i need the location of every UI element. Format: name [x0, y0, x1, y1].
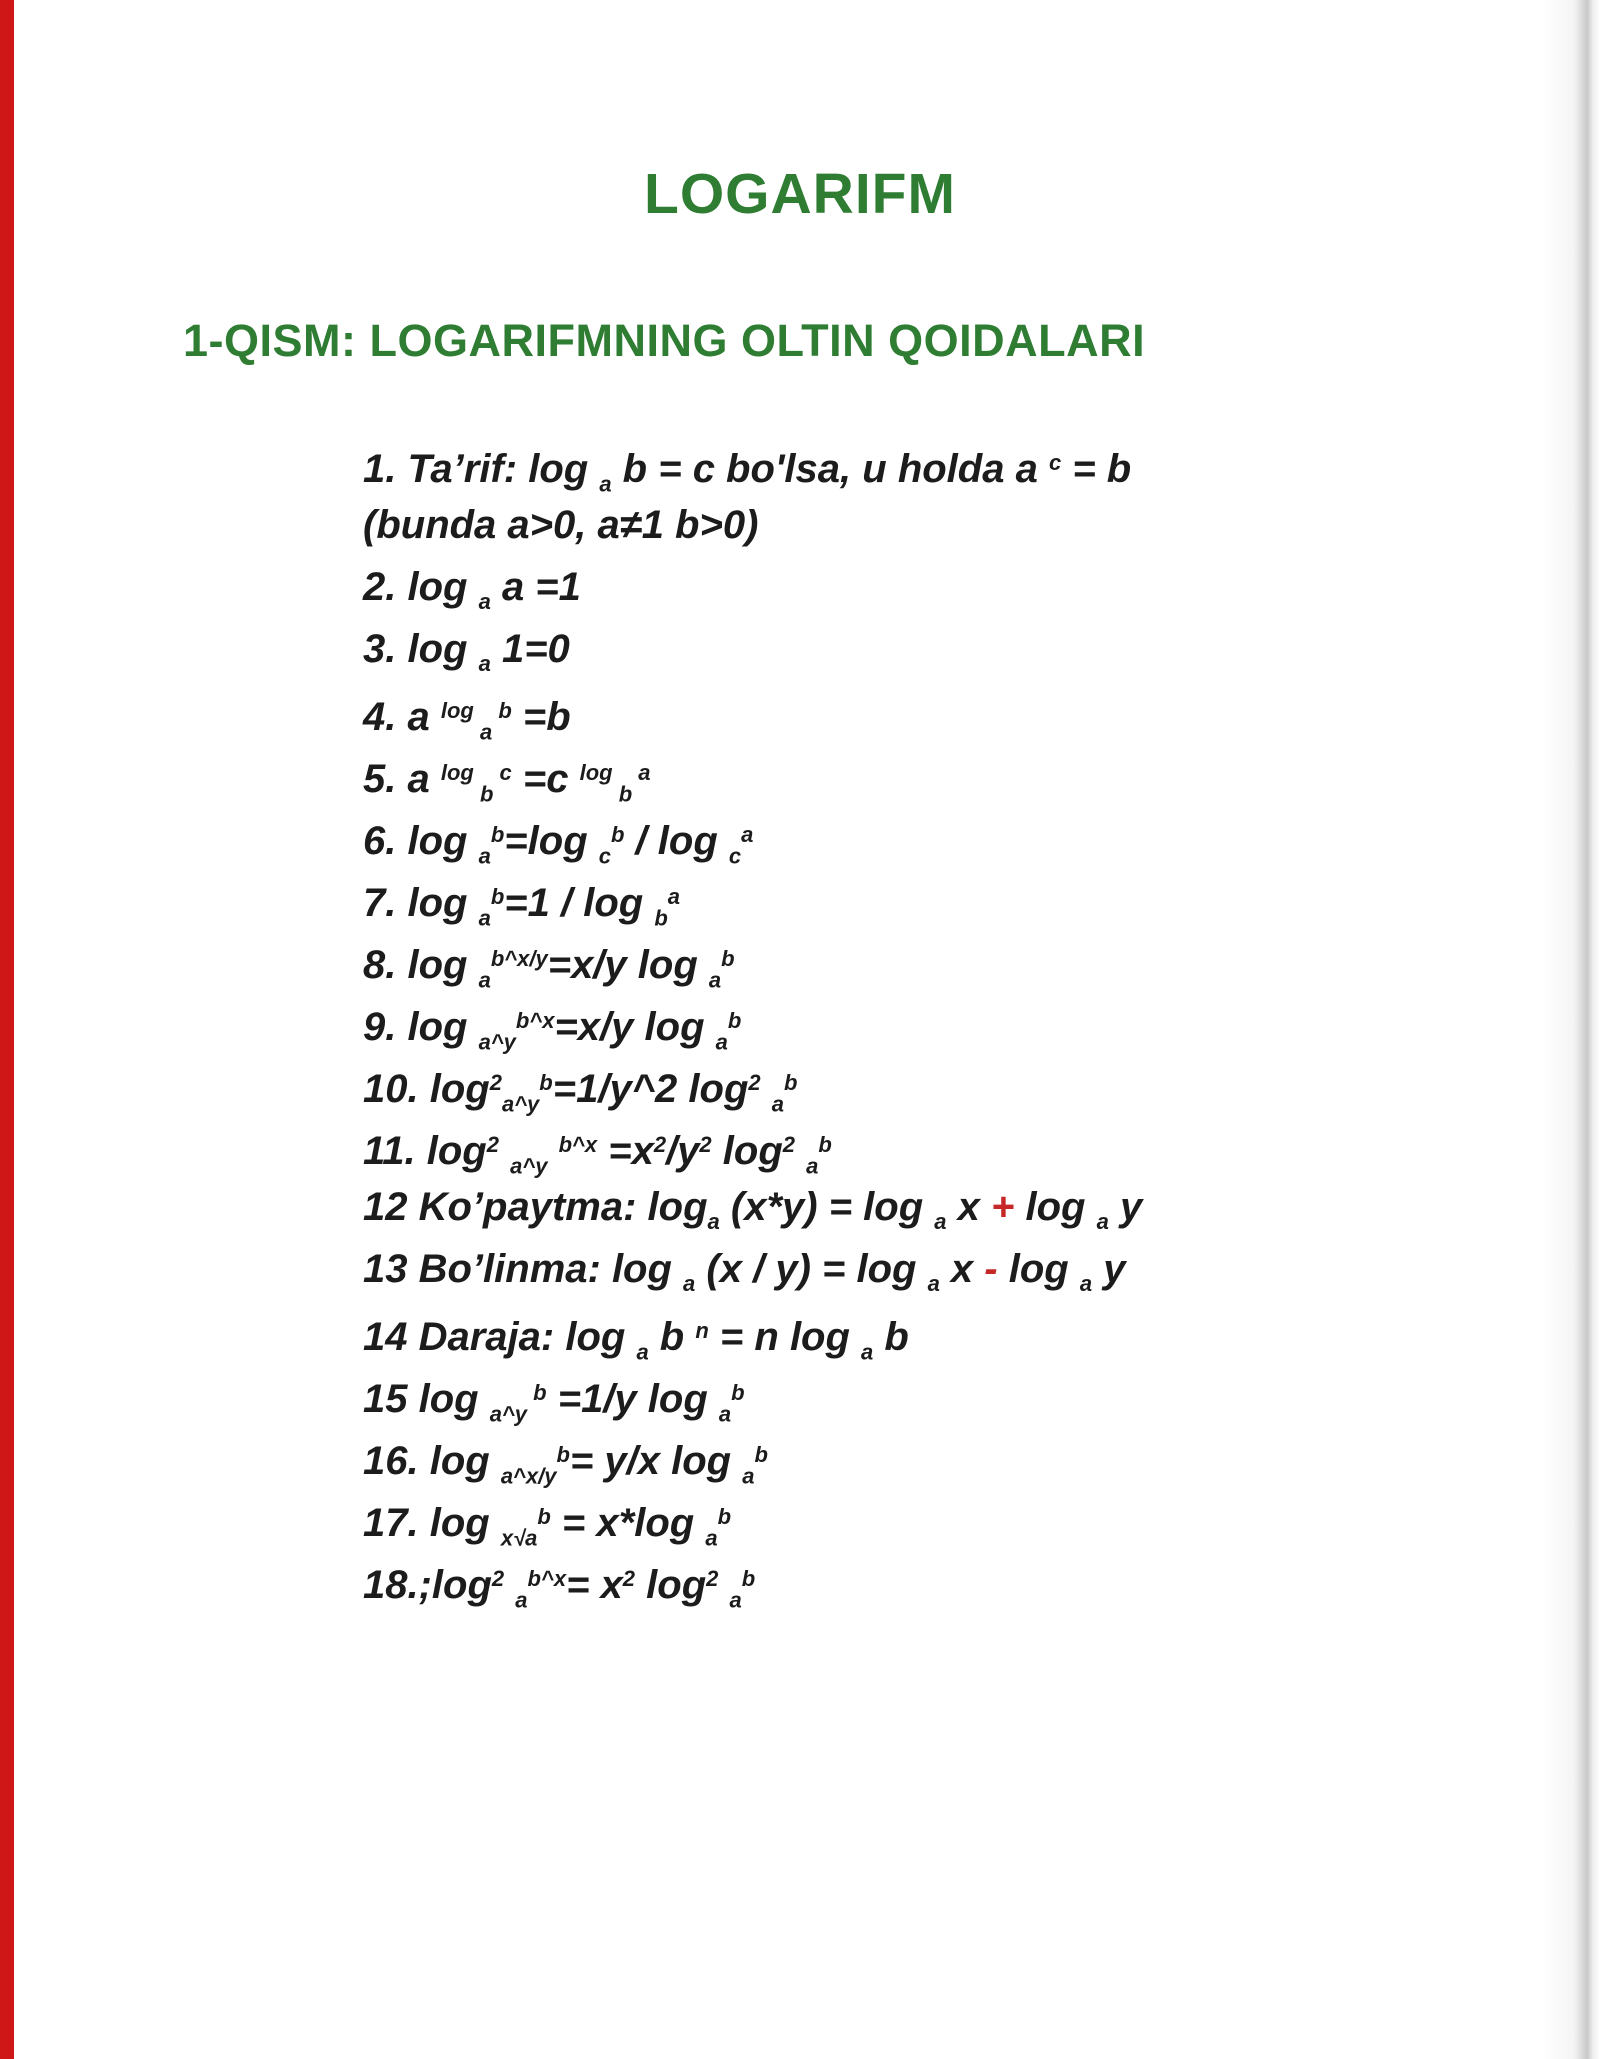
formula-superscript: log: [440, 698, 480, 723]
formula-text: log: [1014, 1185, 1097, 1229]
formula-list: [363, 432, 1600, 1613]
formula-text: 1. Ta’rif: log: [363, 447, 600, 492]
formula-text: =x/y log: [547, 943, 709, 988]
formula-superscript: b: [731, 1380, 745, 1405]
formula-subscript: b: [618, 781, 633, 807]
formula-superscript: a: [632, 760, 651, 785]
formula-text: y: [1092, 1247, 1126, 1291]
formula-text: =x: [597, 1129, 654, 1174]
formula-text: 12 Ko’paytma: log: [363, 1185, 708, 1229]
formula-text: (x*y) = log: [719, 1185, 935, 1229]
formula-subscript: a^y: [489, 1401, 528, 1427]
formula-text: 18.;log: [363, 1563, 492, 1608]
formula-subscript: a: [683, 1271, 696, 1297]
formula-superscript: b: [818, 1132, 832, 1157]
formula-text: [547, 1129, 558, 1173]
formula-text: 4. a: [363, 695, 441, 740]
formula-superscript: 2: [653, 1132, 667, 1157]
formula-superscript: 2: [699, 1132, 712, 1157]
formula-line: [363, 1486, 1600, 1551]
formula-text: / log: [624, 819, 729, 864]
formula-text: x: [946, 1185, 991, 1229]
formula-text: b = c bo'lsa, u holda a: [611, 447, 1049, 492]
formula-text: [795, 1129, 806, 1173]
formula-superscript: 2: [622, 1566, 636, 1591]
formula-line: [363, 1114, 1600, 1179]
section-heading: 1-QISM: LOGARIFMNING OLTIN QOIDALARI: [183, 315, 1146, 366]
formula-text: 3. log: [363, 627, 479, 671]
formula-superscript: b^x: [558, 1132, 598, 1157]
formula-superscript: a: [667, 884, 681, 909]
formula-subscript: a: [478, 651, 491, 677]
formula-text: x: [939, 1247, 985, 1291]
formula-text: [718, 1563, 729, 1607]
formula-line: [363, 804, 1600, 869]
formula-subscript: a: [478, 589, 491, 615]
formula-text: 2. log: [363, 565, 479, 609]
formula-text: [499, 1129, 510, 1173]
formula-text: log: [997, 1247, 1080, 1291]
formula-superscript: b: [754, 1442, 768, 1467]
formula-superscript: b: [556, 1442, 570, 1467]
formula-line: [363, 990, 1600, 1055]
formula-superscript: log: [440, 760, 480, 785]
formula-line: [363, 928, 1600, 993]
formula-subscript: a^y: [510, 1153, 548, 1179]
formula-line: [363, 742, 1600, 807]
formula-superscript: b^x/y: [490, 946, 548, 971]
formula-line: [363, 556, 1600, 618]
formula-text: 14 Daraja: log: [363, 1315, 637, 1360]
formula-superscript: b^x: [527, 1566, 567, 1591]
formula-subscript: c: [728, 843, 742, 869]
formula-text: 13 Bo’linma: log: [363, 1247, 684, 1291]
formula-line: [363, 1424, 1600, 1489]
formula-line: [363, 1052, 1600, 1117]
formula-text: 1=0: [490, 627, 570, 671]
formula-subscript: c: [598, 843, 611, 869]
formula-line: [363, 1176, 1600, 1238]
formula-line: [363, 866, 1600, 931]
formula-text: = y/x log: [569, 1439, 743, 1484]
formula-line: [363, 1238, 1600, 1300]
formula-text: = x: [566, 1563, 623, 1608]
formula-line: [363, 680, 1600, 745]
formula-text: 15 log: [363, 1377, 490, 1422]
formula-superscript: b^x: [515, 1008, 555, 1033]
formula-superscript: b: [490, 822, 505, 847]
formula-text: (bunda a>0, a≠1 b>0): [363, 503, 759, 547]
formula-text: = x*log: [550, 1501, 706, 1546]
formula-text: =b: [511, 695, 571, 740]
formula-line: [363, 1362, 1600, 1427]
formula-text: log: [635, 1563, 707, 1608]
formula-line: [363, 432, 1600, 497]
formula-text: 8. log: [363, 943, 479, 988]
formula-superscript: b: [492, 698, 512, 723]
formula-superscript: log: [579, 760, 619, 785]
formula-superscript: a: [741, 822, 754, 847]
formula-subscript: a: [771, 1091, 785, 1117]
formula-text: b: [648, 1315, 696, 1360]
formula-text: [504, 1563, 515, 1607]
formula-text: 11. log: [363, 1129, 487, 1174]
formula-subscript: b: [479, 781, 494, 807]
formula-subscript: a^y: [501, 1091, 540, 1117]
formula-subscript: a^y: [478, 1029, 516, 1055]
formula-line: [363, 494, 1600, 556]
formula-text: = n log: [708, 1315, 862, 1360]
formula-text: 5. a: [363, 757, 441, 802]
formula-text: [761, 1067, 772, 1111]
formula-text: =1 / log: [504, 881, 655, 926]
formula-superscript: c: [493, 760, 512, 785]
formula-superscript: b: [721, 946, 735, 971]
formula-subscript: a: [599, 471, 612, 497]
formula-text: =c: [511, 757, 580, 802]
formula-subscript: a: [707, 1209, 720, 1235]
formula-text: 17. log: [363, 1501, 501, 1546]
formula-text: = b: [1061, 447, 1132, 492]
formula-subscript: a: [708, 967, 722, 993]
formula-text: 6. log: [363, 819, 479, 864]
formula-subscript: x√a: [500, 1525, 538, 1551]
formula-superscript: c: [1048, 450, 1062, 475]
formula-text: b: [873, 1315, 909, 1360]
formula-subscript: a: [715, 1029, 728, 1055]
formula-superscript: b: [741, 1566, 756, 1591]
formula-subscript: a: [742, 1463, 755, 1489]
formula-superscript: b: [727, 1008, 742, 1033]
formula-superscript: b: [490, 884, 505, 909]
formula-subscript: a: [636, 1339, 649, 1365]
page-title: LOGARIFM: [644, 162, 956, 226]
formula-text: =1/y^2 log: [552, 1067, 749, 1112]
formula-line: [363, 1300, 1600, 1365]
formula-text: 7. log: [363, 881, 479, 926]
formula-subscript: a: [1079, 1271, 1093, 1297]
formula-text: y: [1108, 1185, 1143, 1229]
formula-operator-red: -: [984, 1247, 998, 1291]
formula-superscript: b: [527, 1380, 547, 1405]
formula-subscript: a: [478, 843, 491, 869]
formula-subscript: a: [927, 1271, 940, 1297]
formula-superscript: 2: [782, 1132, 796, 1157]
formula-superscript: b: [784, 1070, 798, 1095]
formula-text: 16. log: [363, 1439, 501, 1484]
formula-subscript: a: [478, 967, 491, 993]
formula-text: 10. log: [363, 1067, 490, 1112]
formula-subscript: b: [654, 905, 668, 931]
formula-superscript: b: [537, 1504, 551, 1529]
formula-subscript: a^x/y: [500, 1463, 557, 1489]
formula-text: =log: [504, 819, 599, 864]
formula-superscript: b: [717, 1504, 732, 1529]
formula-line: [363, 1548, 1600, 1613]
formula-superscript: n: [695, 1318, 709, 1343]
formula-subscript: a: [705, 1525, 718, 1551]
formula-superscript: 2: [748, 1070, 761, 1095]
formula-subscript: a: [729, 1587, 742, 1613]
formula-text: a =1: [490, 565, 581, 609]
formula-subscript: a: [515, 1587, 528, 1613]
formula-subscript: a: [934, 1209, 947, 1235]
formula-line: [363, 618, 1600, 680]
formula-superscript: b: [610, 822, 625, 847]
left-red-bar: [0, 0, 14, 2059]
formula-superscript: 2: [491, 1566, 505, 1591]
formula-text: =1/y log: [546, 1377, 719, 1422]
formula-text: =x/y log: [554, 1005, 716, 1050]
formula-superscript: 2: [486, 1132, 499, 1157]
formula-superscript: 2: [489, 1070, 502, 1095]
formula-text: (x / y) = log: [695, 1247, 928, 1291]
formula-text: 9. log: [363, 1005, 479, 1050]
formula-text: log: [711, 1129, 783, 1174]
formula-subscript: a: [861, 1339, 874, 1365]
formula-subscript: a: [718, 1401, 732, 1427]
formula-operator-red: +: [991, 1185, 1015, 1229]
formula-subscript: a: [478, 905, 491, 931]
formula-superscript: b: [539, 1070, 553, 1095]
formula-superscript: 2: [706, 1566, 719, 1591]
formula-subscript: a: [1096, 1209, 1109, 1235]
formula-subscript: a: [479, 719, 493, 745]
formula-text: /y: [666, 1129, 700, 1174]
formula-subscript: a: [806, 1153, 819, 1179]
